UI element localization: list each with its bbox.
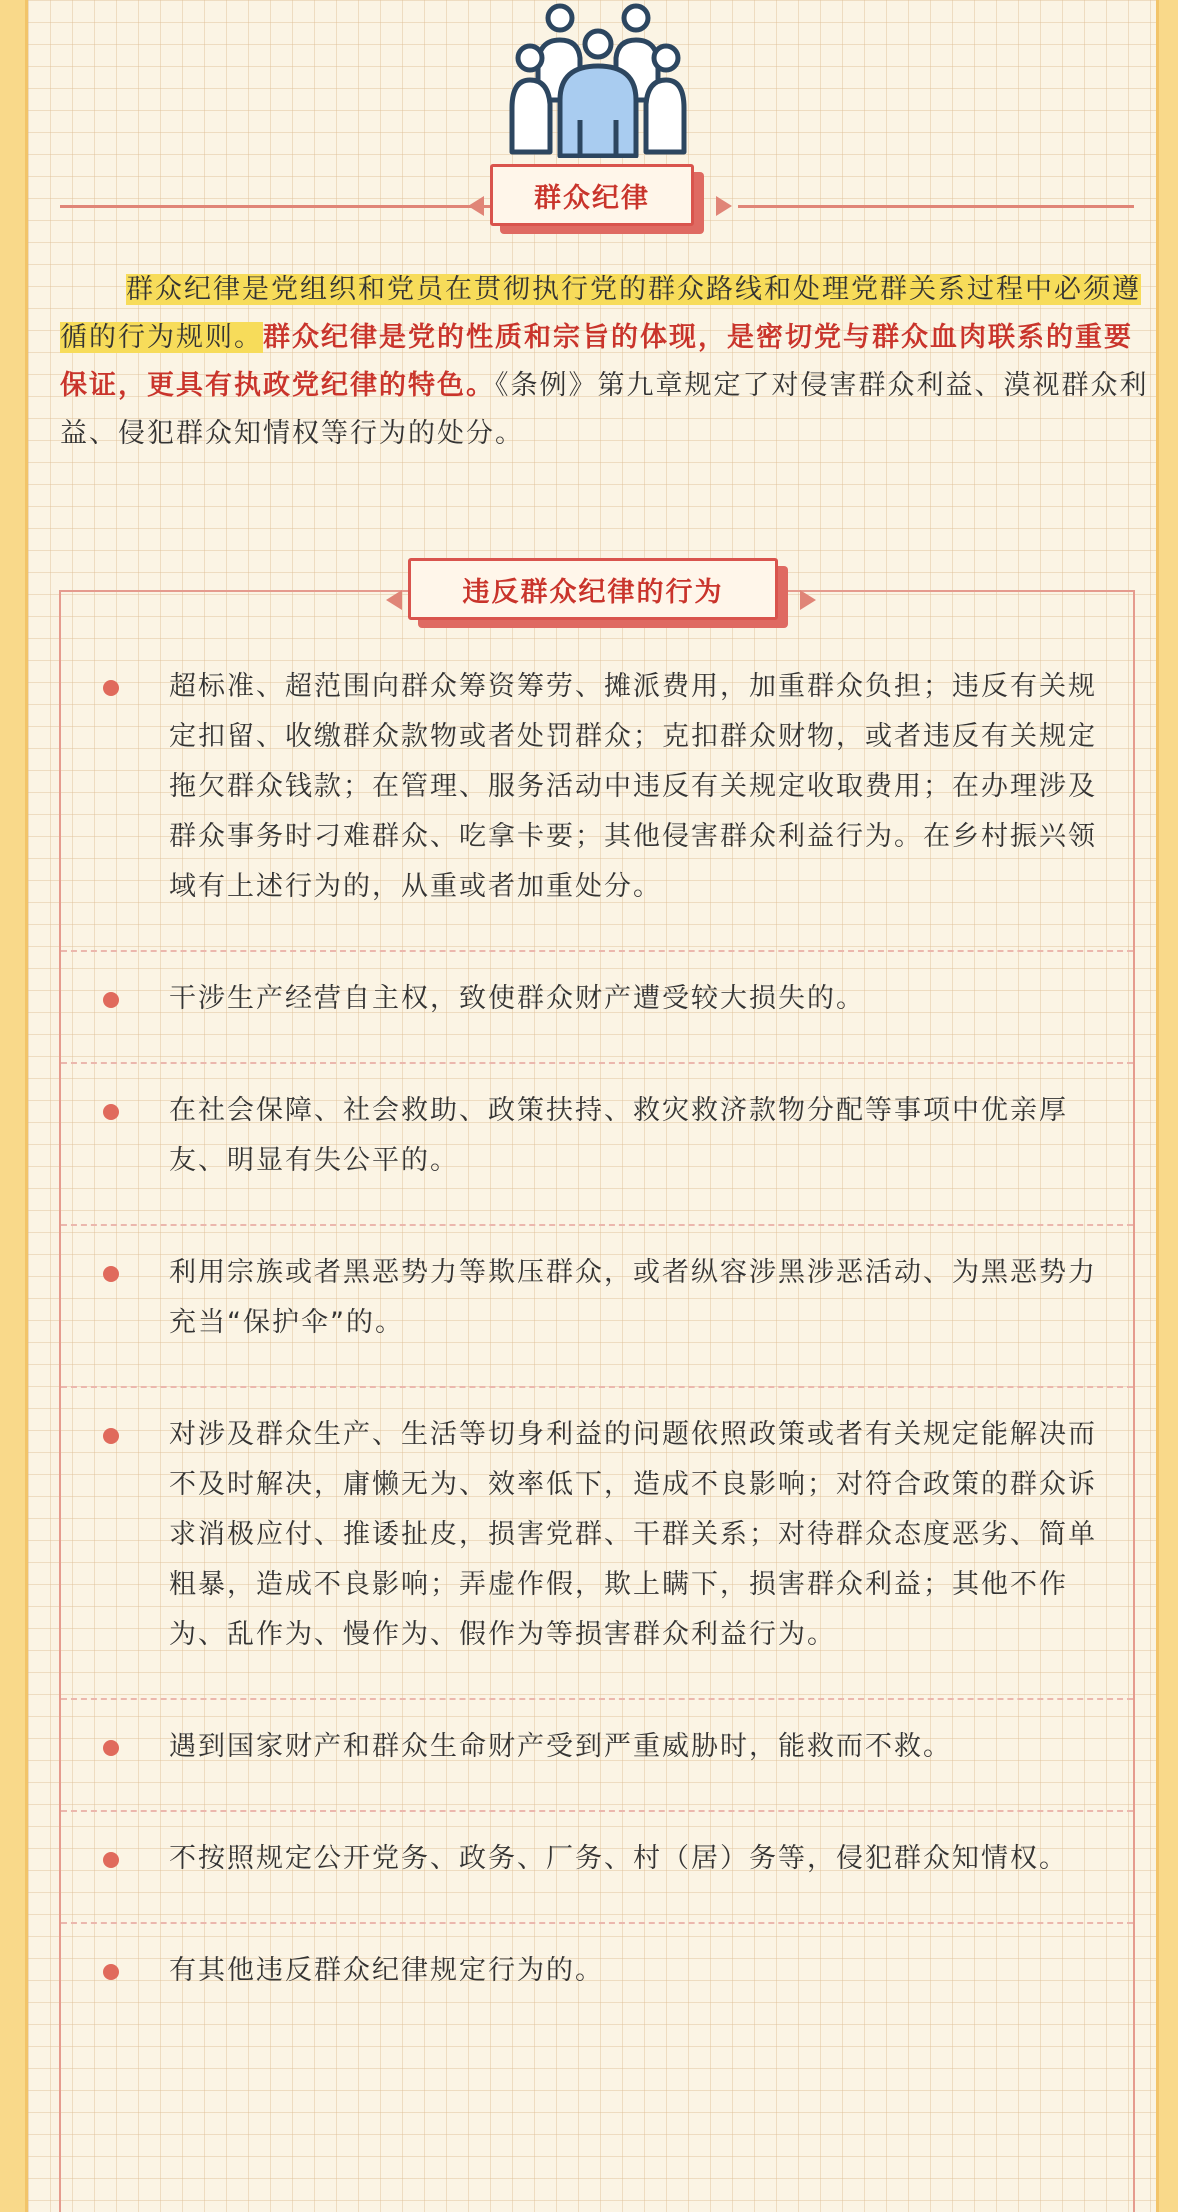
bullet-dot: [103, 1964, 119, 1980]
intro-tail: 《条例》第九章规定了对侵害群众利益、漠视群众利益、侵犯群众知情权等行为的处分。: [60, 370, 1149, 449]
bullet-dot: [103, 992, 119, 1008]
violation-item: [61, 640, 1133, 952]
intro-paragraph: [60, 266, 1152, 458]
header-rule-right: [738, 205, 1134, 208]
header-arrow-right: [800, 590, 816, 610]
violation-text: 干涉生产经营自主权，致使群众财产遭受较大损失的。: [169, 983, 865, 1014]
section-title: 群众纪律: [490, 164, 694, 226]
section-header-violations: [28, 566, 1156, 636]
header-arrow-left: [468, 196, 484, 216]
violation-text: 利用宗族或者黑恶势力等欺压群众，或者纵容涉黑涉恶活动、为黑恶势力充当“保护伞”的。: [169, 1257, 1097, 1338]
header-rule-left: [60, 205, 500, 208]
violation-text: 遇到国家财产和群众生命财产受到严重威胁时，能救而不救。: [169, 1731, 952, 1762]
people-group-icon: [508, 0, 688, 158]
header-arrow-right: [716, 196, 732, 216]
violations-list: [61, 640, 1133, 2034]
violation-text: 超标准、超范围向群众筹资筹劳、摊派费用，加重群众负担；违反有关规定扣留、收缴群众款物或者处罚群众；克扣群众财物，或者违反有关规定拖欠群众钱款；在管理、服务活动中违反有关规定收取费用；在办理涉及群众事务时刁难群众、吃拿卡要；其他侵害群众利益行为。在乡村振兴领域有上述行为的，从重或者加重处分。: [169, 671, 1097, 902]
section-header-mass-discipline: [28, 172, 1156, 242]
section-title: 违反群众纪律的行为: [408, 558, 778, 620]
intro-emphasis: 群众纪律是党的性质和宗旨的体现，是密切党与群众血肉联系的重要保证，更具有执政党纪律的特色。: [60, 322, 1133, 401]
violation-item: [61, 952, 1133, 1064]
violations-box: [59, 590, 1135, 2212]
violation-text: 对涉及群众生产、生活等切身利益的问题依照政策或者有关规定能解决而不及时解决，庸懒无为、效率低下，造成不良影响；对符合政策的群众诉求消极应付、推诿扯皮，损害党群、干群关系；对待群众态度恶劣、简单粗暴，造成不良影响；弄虚作假，欺上瞒下，损害群众利益；其他不作为、乱作为、慢作为、假作为等损害群众利益行为。: [169, 1419, 1097, 1650]
violation-text: 不按照规定公开党务、政务、厂务、村（居）务等，侵犯群众知情权。: [169, 1843, 1068, 1874]
header-plate: [500, 172, 704, 234]
bullet-dot: [103, 1104, 119, 1120]
header-arrow-left: [386, 590, 402, 610]
violation-item: [61, 1226, 1133, 1388]
bullet-dot: [103, 1266, 119, 1282]
violation-item: [61, 1388, 1133, 1700]
intro-highlight: 群众纪律是党组织和党员在贯彻执行党的群众路线和处理党群关系过程中必须遵循的行为规则。: [60, 274, 1141, 353]
violation-item: [61, 1924, 1133, 2034]
header-plate: [418, 566, 788, 628]
bullet-dot: [103, 680, 119, 696]
violation-item: [61, 1700, 1133, 1812]
bullet-dot: [103, 1740, 119, 1756]
bullet-dot: [103, 1852, 119, 1868]
page-paper: [25, 0, 1159, 2212]
violation-text: 有其他违反群众纪律规定行为的。: [169, 1955, 604, 1986]
violation-item: [61, 1064, 1133, 1226]
bullet-dot: [103, 1428, 119, 1444]
violation-text: 在社会保障、社会救助、政策扶持、救灾救济款物分配等事项中优亲厚友、明显有失公平的。: [169, 1095, 1068, 1176]
violation-item: [61, 1812, 1133, 1924]
